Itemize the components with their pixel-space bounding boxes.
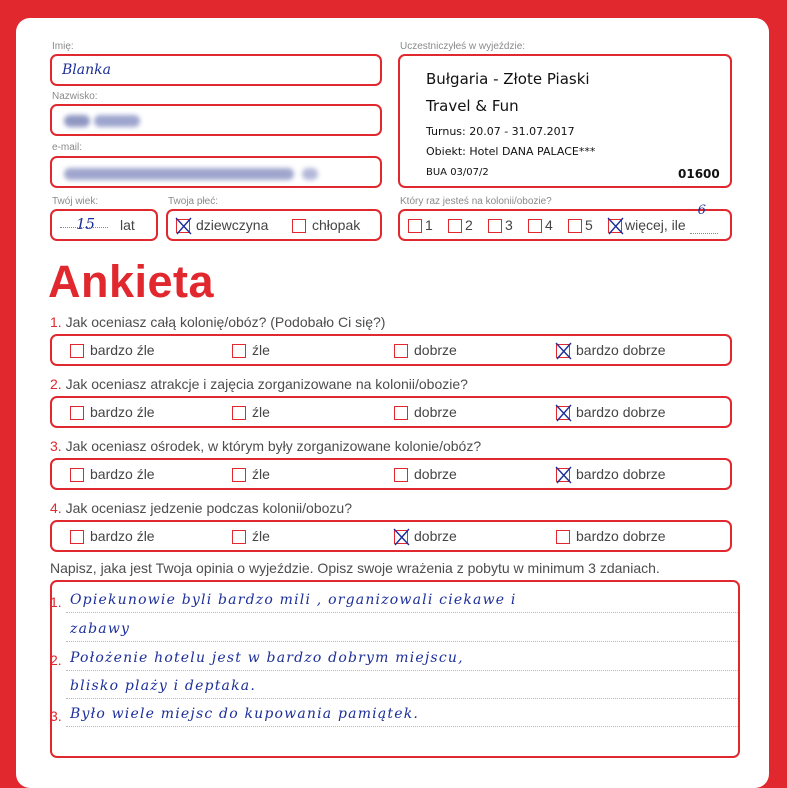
checkbox[interactable] <box>70 530 84 544</box>
question-1 <box>50 314 385 330</box>
redacted-email-2 <box>302 168 318 180</box>
answer-option[interactable] <box>70 528 155 544</box>
checkbox[interactable] <box>232 530 246 544</box>
question-text: Jak oceniasz atrakcje i zajęcia zorganizowane na kolonii/obozie? <box>65 376 468 392</box>
question-4 <box>50 500 352 516</box>
checkbox[interactable] <box>394 344 408 358</box>
opinion-line-text: zabawy <box>70 621 131 637</box>
answer-label: bardzo źle <box>90 528 155 544</box>
answer-label: dobrze <box>414 342 457 358</box>
question-text: Jak oceniasz całą kolonię/obóz? (Podobało Ci się?) <box>65 314 386 330</box>
trip-obiekt: Obiekt: Hotel DANA PALACE*** <box>426 145 596 158</box>
age-label: Twój wiek: <box>52 196 99 207</box>
times-option-5[interactable] <box>568 217 593 233</box>
checkbox[interactable] <box>528 219 542 233</box>
times-option-more[interactable] <box>608 203 718 234</box>
opinion-rule <box>66 698 738 699</box>
checkbox-checked[interactable] <box>556 344 570 358</box>
age-field[interactable] <box>50 209 158 241</box>
trip-label: Uczestniczyłeś w wyjeździe: <box>400 41 526 52</box>
opinion-line-text: Opiekunowie byli bardzo mili , organizowali ciekawe i <box>70 592 517 608</box>
checkbox-checked[interactable] <box>556 468 570 482</box>
checkbox[interactable] <box>232 468 246 482</box>
checkbox[interactable] <box>556 530 570 544</box>
gender-label: Twoja płeć: <box>168 196 219 207</box>
checkbox[interactable] <box>408 219 422 233</box>
answer-row-3 <box>50 458 732 490</box>
trip-code: BUA 03/07/2 <box>426 167 489 178</box>
times-option-1[interactable] <box>408 217 433 233</box>
trip-destination: Bułgaria - Złote Piaski <box>426 70 590 88</box>
times-label-3: 3 <box>505 217 513 233</box>
times-option-2[interactable] <box>448 217 473 233</box>
answer-label: dobrze <box>414 528 457 544</box>
trip-number: 01600 <box>678 167 720 181</box>
survey-form <box>16 18 769 788</box>
times-more-label: więcej, ile <box>625 217 686 233</box>
answer-option[interactable] <box>232 342 270 358</box>
checkbox-checked[interactable] <box>556 406 570 420</box>
checkbox-checked[interactable] <box>608 219 622 233</box>
answer-option[interactable] <box>556 404 666 420</box>
question-3 <box>50 438 481 454</box>
answer-option[interactable] <box>556 466 666 482</box>
times-option-3[interactable] <box>488 217 513 233</box>
checkbox[interactable] <box>232 406 246 420</box>
gender-girl-label: dziewczyna <box>196 217 269 233</box>
answer-label: źle <box>252 342 270 358</box>
opinion-rule <box>66 726 738 727</box>
checkbox[interactable] <box>70 406 84 420</box>
opinion-line-text: Położenie hotelu jest w bardzo dobrym miejscu, <box>70 650 464 666</box>
gender-option-girl[interactable] <box>176 217 268 233</box>
checkbox[interactable] <box>488 219 502 233</box>
trip-box <box>398 54 732 188</box>
question-text: Jak oceniasz ośrodek, w którym były zorganizowane kolonie/obóz? <box>65 438 482 454</box>
opinion-rule <box>66 670 738 671</box>
surname-label: Nazwisko: <box>52 91 98 102</box>
redacted-surname-2 <box>94 115 140 127</box>
opinion-line-number: 3. <box>50 708 62 724</box>
answer-label: dobrze <box>414 466 457 482</box>
answer-option[interactable] <box>556 528 666 544</box>
answer-option[interactable] <box>556 342 666 358</box>
checkbox-checked[interactable] <box>394 530 408 544</box>
checkbox[interactable] <box>448 219 462 233</box>
opinion-line-number: 2. <box>50 652 62 668</box>
question-2 <box>50 376 468 392</box>
question-number: 2. <box>50 376 62 392</box>
times-more-value: 6 <box>697 203 706 218</box>
answer-label: bardzo dobrze <box>576 404 666 420</box>
answer-row-4 <box>50 520 732 552</box>
answer-option[interactable] <box>232 404 270 420</box>
answer-label: bardzo dobrze <box>576 528 666 544</box>
answer-label: bardzo źle <box>90 404 155 420</box>
answer-label: źle <box>252 528 270 544</box>
answer-option[interactable] <box>70 342 155 358</box>
opinion-line-number: 1. <box>50 594 62 610</box>
times-label-2: 2 <box>465 217 473 233</box>
times-more-underline <box>690 203 718 234</box>
answer-option[interactable] <box>232 528 270 544</box>
answer-label: bardzo źle <box>90 342 155 358</box>
gender-option-boy[interactable] <box>292 217 360 233</box>
answer-option[interactable] <box>70 404 155 420</box>
answer-option[interactable] <box>394 342 457 358</box>
question-number: 4. <box>50 500 62 516</box>
answer-label: bardzo dobrze <box>576 342 666 358</box>
email-label: e-mail: <box>52 142 83 153</box>
checkbox[interactable] <box>394 406 408 420</box>
answer-label: dobrze <box>414 404 457 420</box>
email-field[interactable] <box>50 156 382 188</box>
answer-option[interactable] <box>394 404 457 420</box>
opinion-line-text: blisko plaży i deptaka. <box>70 678 256 694</box>
name-label: Imię: <box>52 41 74 52</box>
answer-row-1 <box>50 334 732 366</box>
gender-field <box>166 209 382 241</box>
age-value: 15 <box>76 215 96 233</box>
answer-option[interactable] <box>232 466 270 482</box>
checkbox[interactable] <box>292 219 306 233</box>
question-number: 3. <box>50 438 62 454</box>
checkbox-checked[interactable] <box>176 219 190 233</box>
answer-label: bardzo źle <box>90 466 155 482</box>
gender-boy-label: chłopak <box>312 217 361 233</box>
times-field <box>398 203 732 241</box>
checkbox[interactable] <box>232 344 246 358</box>
times-label-4: 4 <box>545 217 553 233</box>
opinion-line-text: Było wiele miejsc do kupowania pamiątek. <box>70 706 420 722</box>
question-text: Jak oceniasz jedzenie podczas kolonii/obozu? <box>65 500 352 516</box>
checkbox[interactable] <box>568 219 582 233</box>
opinion-rule <box>66 641 738 642</box>
times-label-1: 1 <box>425 217 433 233</box>
answer-option[interactable] <box>70 466 155 482</box>
times-option-4[interactable] <box>528 217 553 233</box>
trip-turnus: Turnus: 20.07 - 31.07.2017 <box>426 125 575 138</box>
answer-label: źle <box>252 404 270 420</box>
times-label-5: 5 <box>585 217 593 233</box>
trip-program: Travel & Fun <box>426 97 519 115</box>
answer-label: źle <box>252 466 270 482</box>
times-label: Który raz jesteś na kolonii/obozie? <box>400 196 552 207</box>
checkbox[interactable] <box>70 344 84 358</box>
opinion-rule <box>66 612 738 613</box>
name-field[interactable] <box>50 54 382 86</box>
checkbox[interactable] <box>394 468 408 482</box>
answer-option[interactable] <box>394 466 457 482</box>
surname-field[interactable] <box>50 104 382 136</box>
redacted-surname <box>64 115 90 127</box>
redacted-email <box>64 168 294 180</box>
opinion-prompt: Napisz, jaka jest Twoja opinia o wyjeździe. Opisz swoje wrażenia z pobytu w minimum 3 zdaniach. <box>50 560 660 576</box>
answer-row-2 <box>50 396 732 428</box>
page-title: Ankieta <box>48 256 215 307</box>
age-unit: lat <box>120 217 135 233</box>
answer-label: bardzo dobrze <box>576 466 666 482</box>
name-value: Blanka <box>62 62 111 78</box>
question-number: 1. <box>50 314 62 330</box>
checkbox[interactable] <box>70 468 84 482</box>
answer-option[interactable] <box>394 528 457 544</box>
